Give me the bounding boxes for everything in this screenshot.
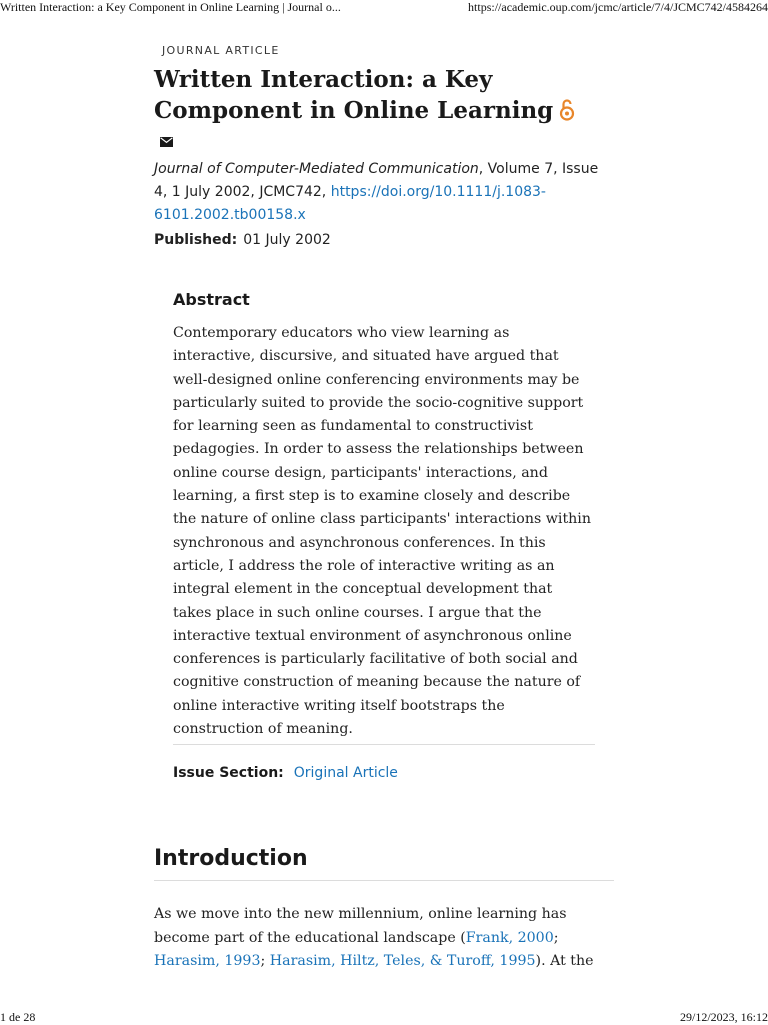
reference-link-frank-2000[interactable]: Frank, 2000	[465, 929, 554, 946]
citation	[154, 158, 616, 227]
issue-section-link[interactable]: Original Article	[293, 765, 398, 781]
journal-name: Journal of Computer-Mediated Communication	[154, 161, 479, 177]
open-access-lock-icon	[559, 98, 575, 129]
envelope-icon	[160, 132, 173, 151]
issue-section	[173, 762, 398, 784]
abstract-section	[173, 288, 595, 738]
published-label: Published:	[154, 232, 238, 248]
reference-link-harasim-1993[interactable]: Harasim, 1993	[154, 953, 261, 969]
intro-text-start: As we move into the new millennium, online learning has become part of the educational landscape (	[154, 906, 567, 946]
introduction-heading: Introduction	[154, 846, 308, 871]
abstract-text: Contemporary educators who view learning as interactive, discursive, and situated have argued that well-designed online conferencing environments may be particularly suited to provide the socio-cognitive support for learning seen as fundamental to constructivist pedagogies. In order to assess the relationships between online course design, participants' interactions, and learning, a first step is to examine closely and describe the nature of online class participants' interactions within synchronous and asynchronous conferences. In this article, I address the role of interactive writing as an integral element in the conceptual development that takes place in such online courses. I argue that the interactive textual environment of asynchronous online conferences is particularly facilitative of both social and cognitive construction of meaning because the nature of online interactive writing itself bootstraps the construction of meaning.	[173, 325, 591, 738]
published-value: 01 July 2002	[243, 232, 331, 248]
article-type-label: JOURNAL ARTICLE	[162, 44, 280, 57]
reference-separator: ;	[553, 929, 559, 946]
print-header	[0, 0, 768, 16]
article-title-text: Written Interaction: a Key Component in Online Learning	[154, 66, 554, 124]
article-title	[154, 64, 624, 129]
print-header-url: https://academic.oup.com/jcmc/article/7/4/JCMC742/4584264	[468, 0, 768, 14]
email-author-button[interactable]	[160, 132, 173, 151]
abstract-heading: Abstract	[173, 290, 250, 309]
introduction-paragraph	[154, 903, 614, 974]
intro-text-end: ). At the	[535, 953, 594, 969]
published-date	[154, 229, 331, 252]
issue-section-label: Issue Section:	[173, 765, 284, 781]
doi-link[interactable]: https://doi.org/10.1111/j.1083-6101.2002.tb00158.x	[154, 184, 546, 223]
reference-separator: ;	[260, 953, 270, 969]
citation-details: , Volume 7, Issue 4, 1 July 2002, JCMC742,	[154, 161, 599, 200]
print-footer	[0, 1008, 768, 1024]
page-number: 1 de 28	[0, 1010, 36, 1024]
print-header-title: Written Interaction: a Key Component in Online Learning | Journal o...	[0, 0, 341, 14]
abstract-divider	[173, 744, 595, 745]
introduction-divider	[154, 880, 614, 881]
print-datetime: 29/12/2023, 16:12	[679, 1010, 768, 1024]
reference-link-harasim-1995[interactable]: Harasim, Hiltz, Teles, & Turoff, 1995	[269, 953, 536, 969]
